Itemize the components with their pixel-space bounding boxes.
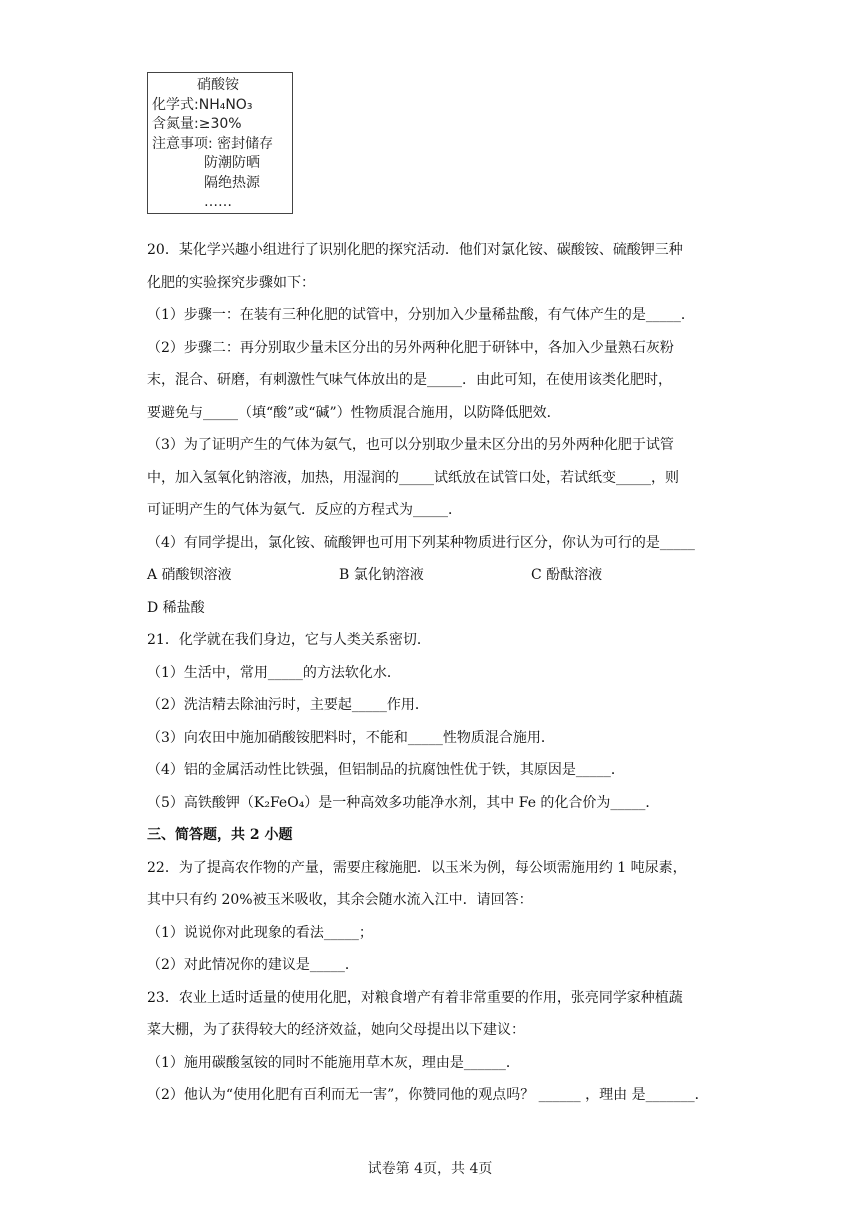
q20-options-row — [147, 559, 727, 592]
q23-intro-1: 23．农业上适时适量的使用化肥，对粮食增产有着非常重要的作用，张亮同学家种植蔬 — [147, 989, 683, 1006]
q21-item-1: （1）生活中，常用_____的方法软化水． — [147, 664, 401, 681]
q23-item-1: （1）施用碳酸氢铵的同时不能施用草木灰，理由是______． — [147, 1054, 520, 1071]
q20-intro-2: 化肥的实验探究步骤如下： — [147, 274, 315, 291]
label-notes-2: 防潮防晒 — [204, 155, 260, 171]
q20-step-3-line-2: 中，加入氢氧化钠溶液，加热，用湿润的_____试纸放在试管口处，若试纸变_____，则 — [147, 469, 679, 486]
q20-step-2-line-3: 要避免与_____（填“酸”或“碱”）性物质混合施用，以防降低肥效． — [147, 404, 561, 421]
q20-step-3-line-1: （3）为了证明产生的气体为氨气，也可以分别取少量未区分出的另外两种化肥于试管 — [147, 437, 674, 453]
q20-step-2-line-1: （2）步骤二：再分别取少量未区分出的另外两种化肥于研钵中，各加入少量熟石灰粉 — [147, 339, 674, 356]
label-notes-4: …… — [204, 194, 232, 210]
q20-step-4: （4）有同学提出，氯化铵、硫酸钾也可用下列某种物质进行区分，你认为可行的是_____ — [147, 534, 695, 551]
q20-option-d: D 稀盐酸 — [147, 599, 205, 616]
section-heading: 三、简答题，共 2 小题 — [147, 827, 293, 843]
q20-option-b: B 氯化钠溶液 — [339, 567, 424, 583]
q22-intro-1: 22．为了提高农作物的产量，需要庄稼施肥．以玉米为例，每公顷需施用约 1 吨尿素， — [147, 859, 687, 876]
fertilizer-label-box — [147, 72, 293, 214]
q21-item-4: （4）铝的金属活动性比铁强，但铝制品的抗腐蚀性优于铁，其原因是_____． — [147, 762, 625, 778]
q22-intro-2: 其中只有约 20%被玉米吸收，其余会随水流入江中．请回答： — [147, 892, 533, 908]
q21-item-3: （3）向农田中施加硝酸铵肥料时，不能和_____性物质混合施用． — [147, 729, 555, 746]
q20-option-a: A 硝酸钡溶液 — [147, 567, 232, 583]
q21-item-5: （5）高铁酸钾（K₂FeO₄）是一种高效多功能净水剂，其中 Fe 的化合价为_____． — [147, 794, 660, 811]
question-content — [147, 234, 727, 1112]
q23-intro-2: 菜大棚，为了获得较大的经济效益，她向父母提出以下建议： — [147, 1022, 525, 1038]
q21-intro: 21．化学就在我们身边，它与人类关系密切． — [147, 632, 431, 648]
q21-item-2: （2）洗洁精去除油污时，主要起_____作用． — [147, 697, 429, 713]
q22-item-1: （1）说说你对此现象的看法_____； — [147, 924, 373, 941]
q20-step-3-line-3: 可证明产生的气体为氨气．反应的方程式为_____． — [147, 502, 462, 518]
page-footer: 试卷第 4页，共 4页 — [367, 1161, 493, 1177]
label-notes-3: 隔绝热源 — [204, 174, 260, 191]
label-title: 硝酸铵 — [197, 77, 239, 93]
q20-option-c: C 酚酞溶液 — [531, 567, 603, 583]
label-formula: 化学式:NH₄NO₃ — [152, 96, 253, 113]
q23-item-2: （2）他认为“使用化肥有百利而无一害”，你赞同他的观点吗？ ______ ，理由 是_______． — [147, 1087, 709, 1103]
q22-item-2: （2）对此情况你的建议是_____． — [147, 957, 359, 973]
label-nitrogen: 含氮量:≥30% — [152, 116, 242, 132]
q20-step-1: （1）步骤一：在装有三种化肥的试管中，分别加入少量稀盐酸，有气体产生的是_____． — [147, 307, 695, 323]
label-notes-1: 注意事项: 密封储存 — [152, 135, 274, 152]
q20-step-2-line-2: 末，混合、研磨，有刺激性气味气体放出的是_____．由此可知，在使用该类化肥时， — [147, 372, 672, 388]
q20-intro-1: 20．某化学兴趣小组进行了识别化肥的探究活动．他们对氯化铵、碳酸铵、硫酸钾三种 — [147, 242, 683, 258]
